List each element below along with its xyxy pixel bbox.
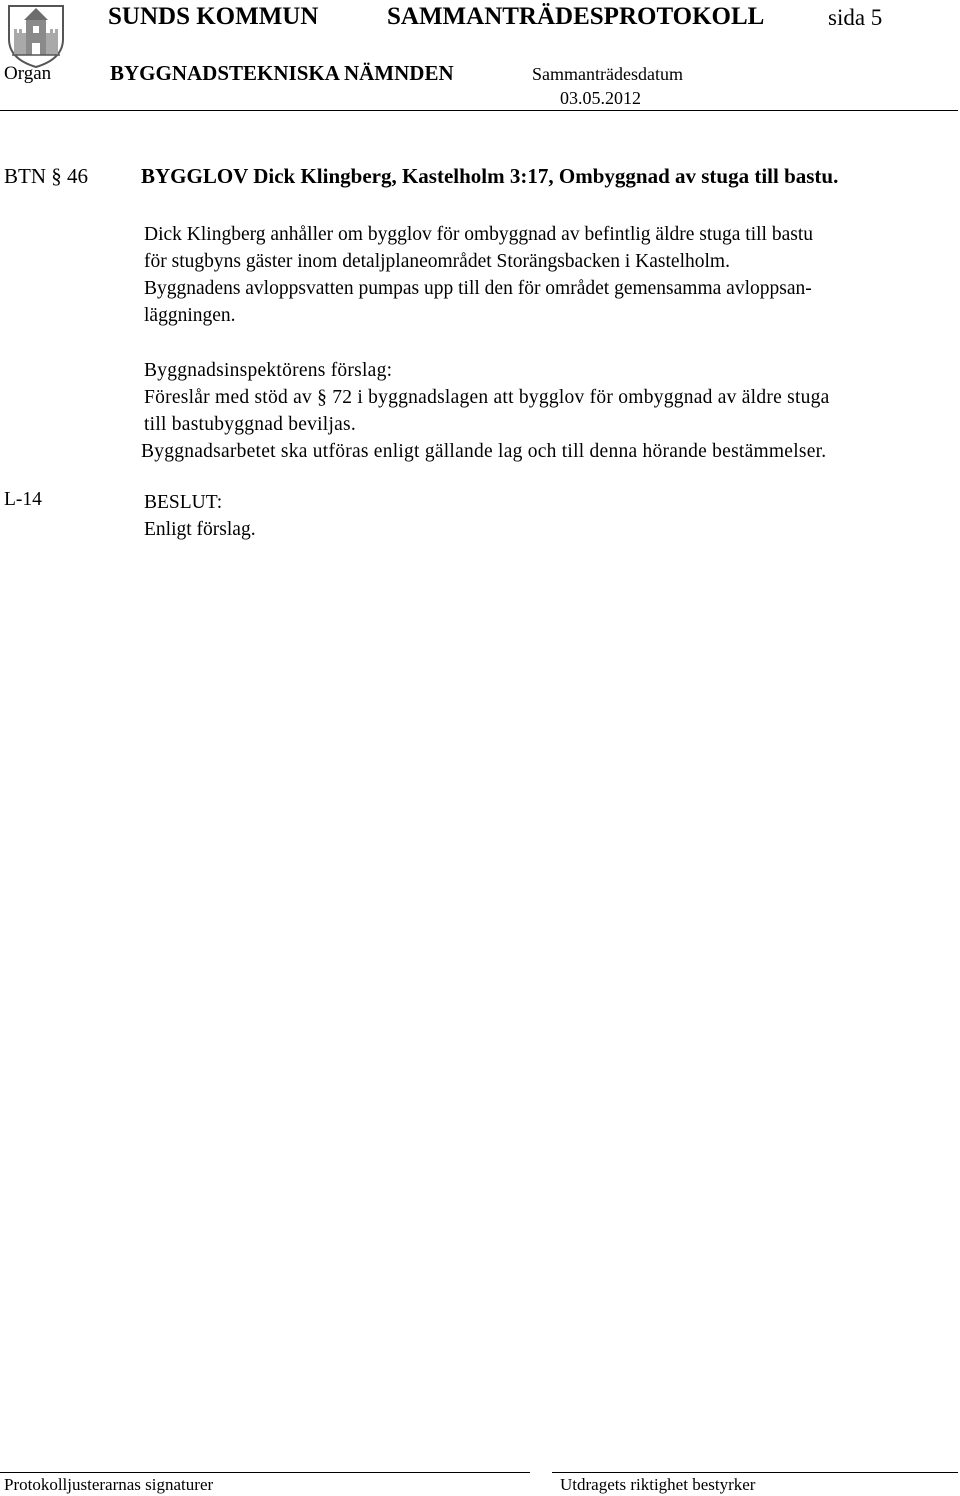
- proposal-paragraph: [141, 357, 954, 465]
- section-number: BTN § 46: [4, 164, 88, 188]
- organ-label: Organ: [4, 63, 52, 84]
- proposal-heading: Byggnadsinspektörens förslag:: [144, 360, 393, 381]
- decision-block: [144, 489, 256, 543]
- footer-divider-right: [552, 1472, 958, 1473]
- organ-name: BYGGNADSTEKNISKA NÄMNDEN: [110, 61, 454, 85]
- footer-divider-left: [0, 1472, 530, 1473]
- signatures-label: Protokolljusterarnas signaturer: [4, 1475, 214, 1494]
- text-line: läggningen.: [144, 305, 236, 326]
- section-title: BYGGLOV Dick Klingberg, Kastelholm 3:17, Ombyggnad av stuga till bastu.: [141, 164, 839, 188]
- text-line: Föreslår med stöd av § 72 i byggnadslagen att bygglov för ombyggnad av äldre stuga: [144, 387, 830, 408]
- decision-label: BESLUT:: [144, 492, 223, 513]
- reference-code: L-14: [4, 489, 42, 510]
- text-line: till bastubyggnad beviljas.: [144, 414, 357, 435]
- document-title: SAMMANTRÄDESPROTOKOLL: [387, 3, 765, 30]
- meeting-date: 03.05.2012: [560, 88, 641, 108]
- certification-label: Utdragets riktighet bestyrker: [560, 1475, 756, 1494]
- text-line: för stugbyns gäster inom detaljplaneområdet Storängsbacken i Kastelholm.: [144, 251, 730, 272]
- decision-text: Enligt förslag.: [144, 519, 256, 540]
- page-number: sida 5: [828, 5, 883, 30]
- meeting-date-label: Sammanträdesdatum: [532, 64, 683, 84]
- coat-of-arms-logo: [6, 3, 66, 69]
- text-line: Byggnadsarbetet ska utföras enligt gällande lag och till denna hörande bestämmelser.: [141, 441, 827, 462]
- header-divider: [0, 110, 958, 111]
- municipality-name: SUNDS KOMMUN: [108, 3, 319, 30]
- text-line: Byggnadens avloppsvatten pumpas upp till den för området gemensamma avloppsan-: [144, 278, 812, 299]
- application-paragraph: [144, 221, 954, 329]
- text-line: Dick Klingberg anhåller om bygglov för ombyggnad av befintlig äldre stuga till bastu: [144, 224, 813, 245]
